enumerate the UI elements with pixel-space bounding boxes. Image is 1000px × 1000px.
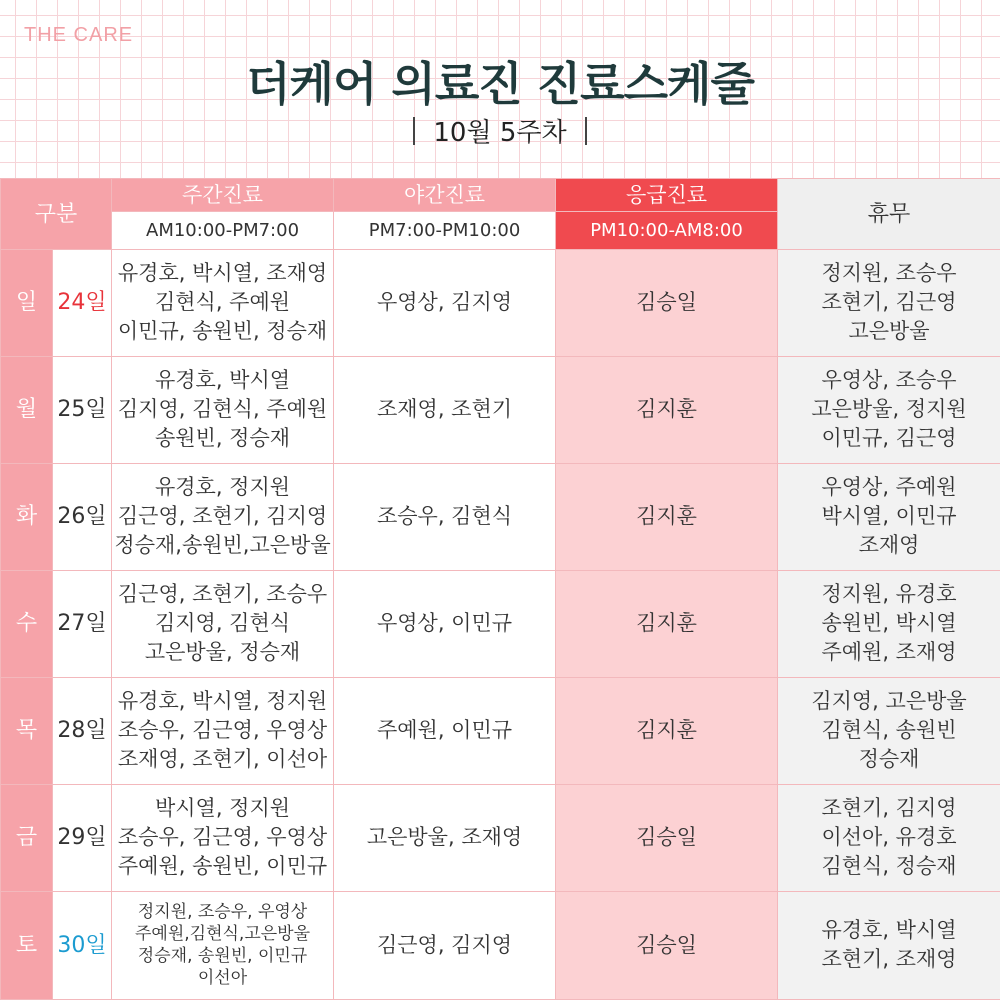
schedule-table [0, 178, 1000, 1000]
name-line: 정승재,송원빈,고은방울 [114, 533, 331, 558]
name-line: 김현식, 송원빈 [821, 718, 957, 743]
schedule-row [1, 356, 1000, 463]
day-shift-cell [112, 570, 334, 677]
schedule-row [1, 784, 1000, 891]
brand-logo: THE CARE [24, 24, 134, 46]
name-line: 고은방울 [848, 319, 930, 344]
name-line: 김근영, 조현기, 조승우 [117, 582, 328, 607]
name-line: 김지영, 고은방울 [811, 689, 967, 714]
name-line: 유경호, 정지원 [154, 475, 291, 500]
night-shift-cell: 조재영, 조현기 [334, 356, 556, 463]
divider-left [413, 117, 415, 145]
date-cell: 26일 [53, 463, 112, 570]
name-line: 김지영, 김현식 [154, 611, 291, 636]
emergency-shift-cell: 김승일 [556, 784, 778, 891]
schedule-row [1, 250, 1000, 357]
night-shift-cell: 조승우, 김현식 [334, 463, 556, 570]
day-of-week: 토 [1, 891, 53, 999]
page-title: 더케어 의료진 진료스케줄 [246, 57, 754, 111]
name-line: 조현기, 조재영 [821, 947, 957, 972]
name-line: 정승재, 송원빈, 이민규 [137, 946, 308, 967]
name-line: 박시열, 정지원 [154, 796, 291, 821]
name-line: 우영상, 주예원 [821, 475, 957, 500]
name-line: 조현기, 김지영 [821, 796, 957, 821]
date-cell: 30일 [53, 891, 112, 999]
name-line: 정지원, 유경호 [821, 582, 957, 607]
rest-cell [778, 250, 1000, 357]
day-of-week: 화 [1, 463, 53, 570]
name-line: 고은방울, 정승재 [144, 640, 301, 665]
rest-cell [778, 463, 1000, 570]
emergency-shift-cell: 김승일 [556, 250, 778, 357]
divider-right [585, 117, 587, 145]
name-line: 이선아 [197, 968, 248, 989]
schedule-row [1, 463, 1000, 570]
name-line: 김근영, 조현기, 김지영 [117, 504, 328, 529]
name-line: 정승재 [858, 747, 920, 772]
name-line: 조재영 [858, 533, 920, 558]
date-cell: 24일 [53, 250, 112, 357]
header-emergency-time: PM10:00-AM8:00 [556, 212, 778, 250]
day-shift-cell [112, 677, 334, 784]
night-shift-cell: 우영상, 이민규 [334, 570, 556, 677]
name-line: 우영상, 조승우 [821, 368, 957, 393]
day-shift-cell [112, 250, 334, 357]
name-line: 이민규, 김근영 [821, 426, 957, 451]
schedule-row [1, 891, 1000, 999]
name-line: 조재영, 조현기, 이선아 [117, 747, 328, 772]
name-line: 송원빈, 박시열 [821, 611, 957, 636]
rest-cell [778, 677, 1000, 784]
day-of-week: 목 [1, 677, 53, 784]
name-line: 조승우, 김근영, 우영상 [117, 825, 328, 850]
day-of-week: 월 [1, 356, 53, 463]
name-line: 김현식, 주예원 [154, 290, 291, 315]
name-line: 이민규, 송원빈, 정승재 [117, 319, 328, 344]
name-line: 조현기, 김근영 [821, 290, 957, 315]
day-of-week: 수 [1, 570, 53, 677]
date-cell: 27일 [53, 570, 112, 677]
name-line: 주예원, 조재영 [821, 640, 957, 665]
name-line: 송원빈, 정승재 [154, 426, 291, 451]
rest-cell [778, 570, 1000, 677]
night-shift-cell: 주예원, 이민규 [334, 677, 556, 784]
header-night: 야간진료 [334, 179, 556, 212]
header-day-time: AM10:00-PM7:00 [112, 212, 334, 250]
name-line: 정지원, 조승우, 우영상 [137, 902, 308, 923]
schedule-row [1, 677, 1000, 784]
header-emergency: 응급진료 [556, 179, 778, 212]
date-cell: 28일 [53, 677, 112, 784]
name-line: 유경호, 박시열, 정지원 [117, 689, 328, 714]
name-line: 이선아, 유경호 [821, 825, 957, 850]
week-label: 10월 5주차 [433, 118, 567, 148]
header-gubun: 구분 [1, 179, 112, 250]
name-line: 박시열, 이민규 [821, 504, 957, 529]
page-subtitle [0, 112, 1000, 149]
emergency-shift-cell: 김지훈 [556, 570, 778, 677]
name-line: 유경호, 박시열, 조재영 [117, 261, 328, 286]
day-of-week: 일 [1, 250, 53, 357]
name-line: 김현식, 정승재 [821, 854, 957, 879]
name-line: 조승우, 김근영, 우영상 [117, 718, 328, 743]
name-line: 고은방울, 정지원 [811, 397, 967, 422]
rest-cell [778, 356, 1000, 463]
day-shift-cell [112, 891, 334, 999]
day-shift-cell [112, 356, 334, 463]
rest-cell [778, 784, 1000, 891]
name-line: 주예원,김현식,고은방울 [135, 924, 311, 945]
header-day: 주간진료 [112, 179, 334, 212]
night-shift-cell: 우영상, 김지영 [334, 250, 556, 357]
day-of-week: 금 [1, 784, 53, 891]
night-shift-cell: 김근영, 김지영 [334, 891, 556, 999]
name-line: 유경호, 박시열 [821, 918, 957, 943]
emergency-shift-cell: 김승일 [556, 891, 778, 999]
name-line: 유경호, 박시열 [154, 368, 291, 393]
night-shift-cell: 고은방울, 조재영 [334, 784, 556, 891]
day-shift-cell [112, 463, 334, 570]
name-line: 김지영, 김현식, 주예원 [117, 397, 328, 422]
emergency-shift-cell: 김지훈 [556, 356, 778, 463]
day-shift-cell [112, 784, 334, 891]
emergency-shift-cell: 김지훈 [556, 677, 778, 784]
header-night-time: PM7:00-PM10:00 [334, 212, 556, 250]
header-rest: 휴무 [778, 179, 1000, 250]
rest-cell [778, 891, 1000, 999]
name-line: 주예원, 송원빈, 이민규 [117, 854, 328, 879]
name-line: 정지원, 조승우 [821, 261, 957, 286]
schedule-row [1, 570, 1000, 677]
date-cell: 29일 [53, 784, 112, 891]
emergency-shift-cell: 김지훈 [556, 463, 778, 570]
date-cell: 25일 [53, 356, 112, 463]
